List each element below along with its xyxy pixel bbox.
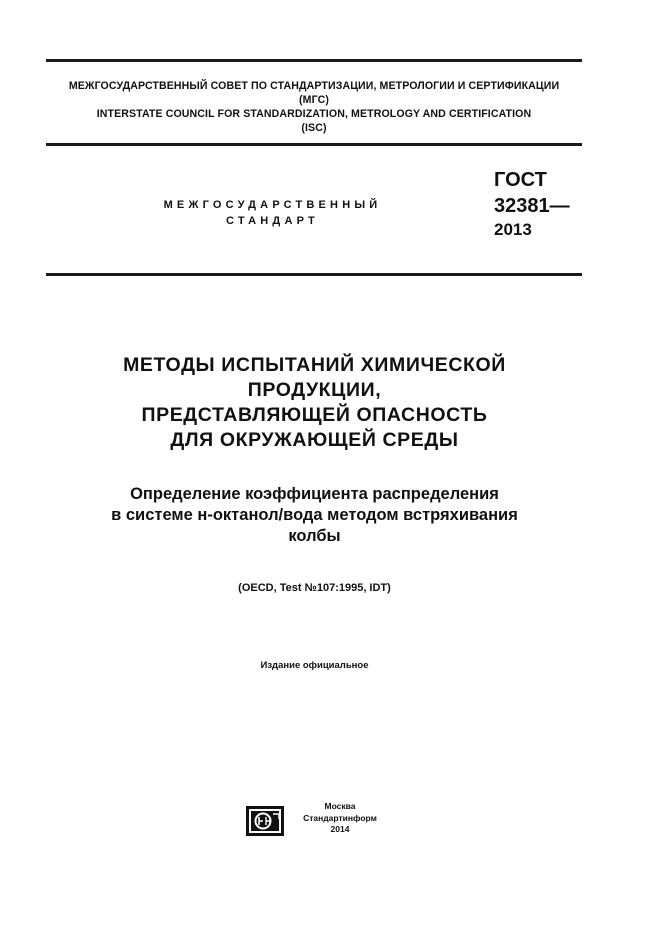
subtitle-line: Определение коэффициента распределения [130, 485, 499, 503]
title-line: ПРОДУКЦИИ, [247, 379, 382, 401]
gost-designation [494, 167, 570, 241]
council-divider [46, 143, 582, 146]
standard-divider [46, 273, 582, 276]
title-line: ПРЕДСТАВЛЯЮЩЕЙ ОПАСНОСТЬ [141, 404, 488, 426]
document-subtitle [40, 484, 589, 547]
subtitle-line: в системе н-октанол/вода методом встряхивания [111, 506, 518, 524]
standartinform-logo-icon [246, 806, 284, 836]
publisher-block [294, 801, 386, 836]
edition-note: Издание официальное [260, 660, 369, 671]
title-line: ДЛЯ ОКРУЖАЮЩЕЙ СРЕДЫ [170, 429, 459, 451]
standard-kind-line1: МЕЖГОСУДАРСТВЕННЫЙ [163, 199, 382, 211]
publisher-city: Москва [324, 801, 356, 811]
standard-kind-line2: СТАНДАРТ [226, 215, 319, 227]
gost-number: 32381— [494, 195, 570, 217]
title-line: МЕТОДЫ ИСПЫТАНИЙ ХИМИЧЕСКОЙ [123, 354, 506, 376]
publisher-year: 2014 [330, 824, 350, 834]
council-name-ru: МЕЖГОСУДАРСТВЕННЫЙ СОВЕТ ПО СТАНДАРТИЗАЦИИ, МЕТРОЛОГИИ И СЕРТИФИКАЦИИ [68, 80, 560, 92]
gost-year: 2013 [494, 220, 532, 239]
top-rule [46, 59, 582, 62]
council-header [46, 79, 582, 135]
document-title [40, 353, 589, 453]
council-name-en: INTERSTATE COUNCIL FOR STANDARDIZATION, METROLOGY AND CERTIFICATION [96, 108, 532, 120]
publisher-name: Стандартинформ [303, 812, 377, 823]
oecd-reference: (OECD, Test №107:1995, IDT) [238, 582, 391, 594]
council-abbr-en: (ISC) [301, 122, 327, 134]
standard-kind [130, 197, 415, 229]
gost-label: ГОСТ [494, 169, 547, 191]
council-abbr-ru: (МГС) [299, 94, 329, 106]
subtitle-line: колбы [288, 527, 341, 545]
